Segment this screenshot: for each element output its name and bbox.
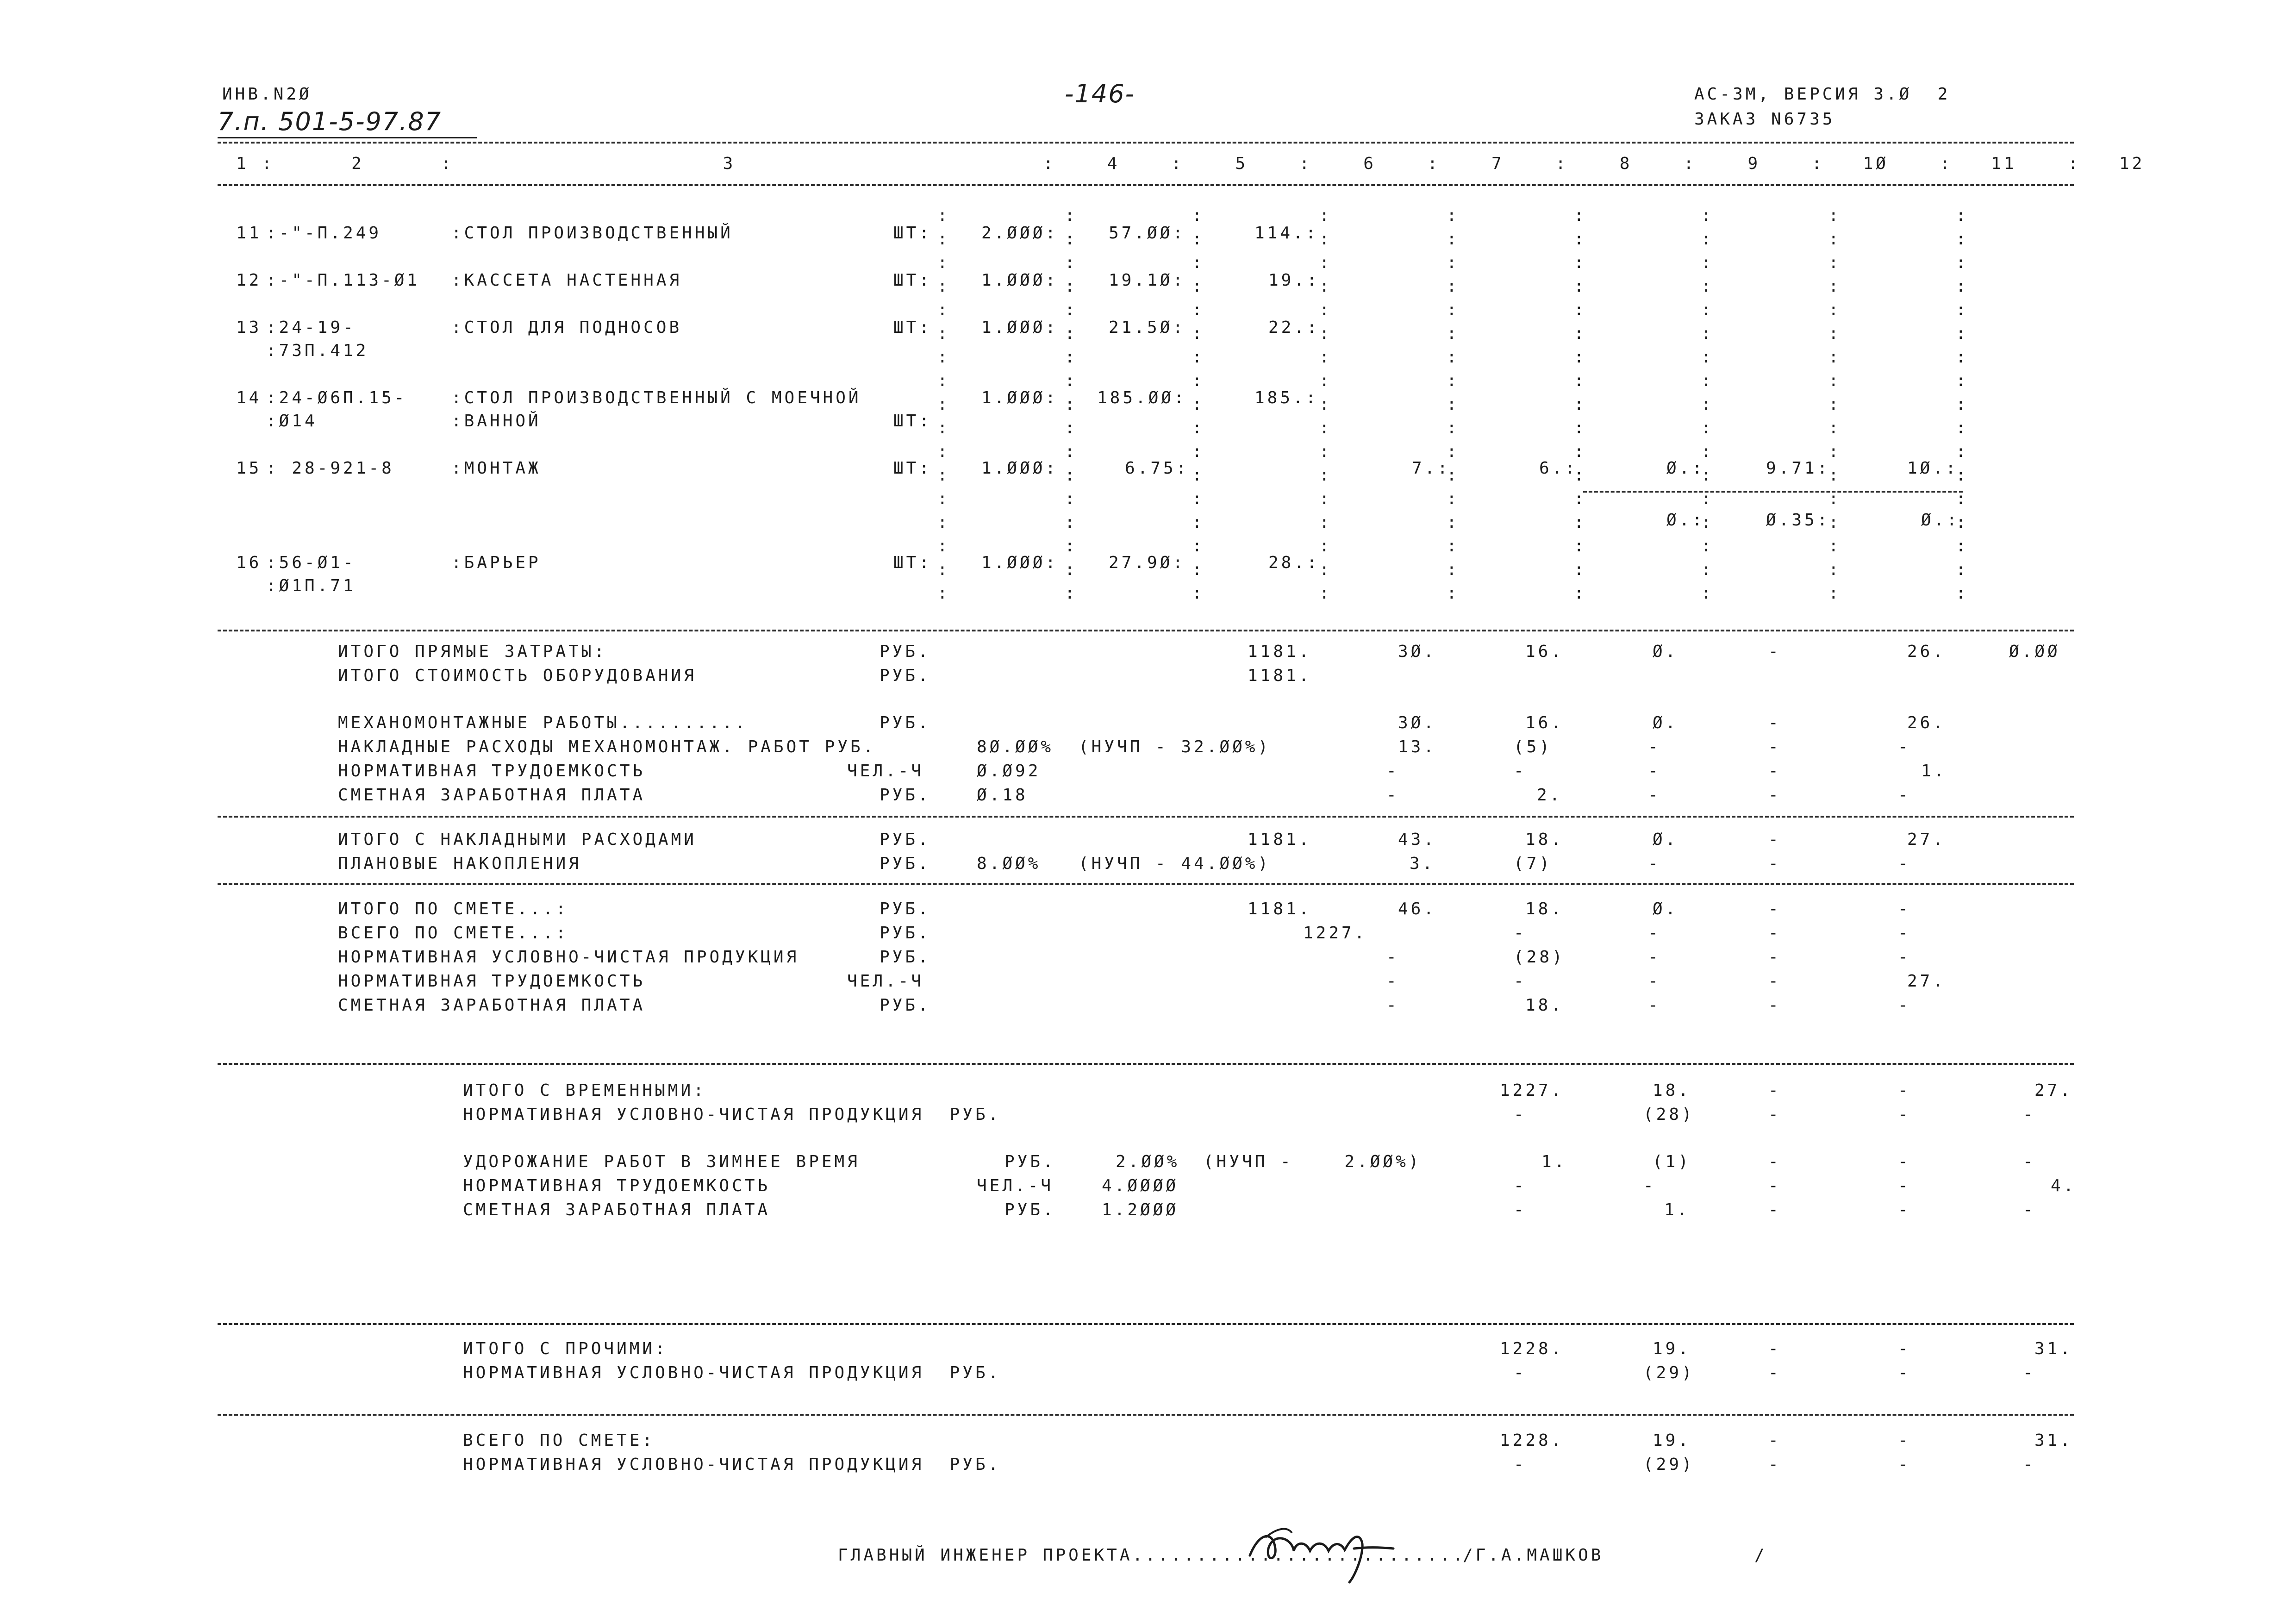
col9-value: - bbox=[1648, 762, 1661, 781]
unit: ШТ: bbox=[893, 271, 932, 290]
price-code: :-"-П.249 bbox=[266, 224, 382, 243]
labor-intensity-label: НОРМАТИВНАЯ ТРУДОЕМКОСТЬ bbox=[338, 972, 646, 991]
col11-value: 1. bbox=[1921, 762, 1947, 781]
col11-value: - bbox=[1898, 854, 1911, 873]
col8-value: - bbox=[1514, 972, 1527, 991]
price-code: :24-19- bbox=[266, 318, 356, 337]
col12-value: Ø.ØØ bbox=[2009, 642, 2060, 661]
col7-value: 46. bbox=[1398, 899, 1437, 918]
section-divider bbox=[218, 1414, 2074, 1416]
item-name: :МОНТАЖ bbox=[451, 459, 541, 478]
overhead-percent: 8Ø.ØØ% bbox=[977, 737, 1054, 756]
col8-value: 18. bbox=[1525, 830, 1564, 849]
price-code: :56-Ø1- bbox=[266, 553, 356, 572]
row-number: 15 bbox=[236, 459, 262, 478]
net-production-label: НОРМАТИВНАЯ УСЛОВНО-ЧИСТАЯ ПРОДУКЦИЯ РУБ. bbox=[463, 1363, 1001, 1382]
col8-value: 1228. bbox=[1500, 1339, 1564, 1358]
col9-value: - bbox=[1648, 996, 1661, 1015]
col7-value: - bbox=[1386, 762, 1399, 781]
col-separator: : : : : : : : : : : : : : : : : : bbox=[1828, 206, 1841, 603]
col-separator: : : : : : : : : : : : : : : : : : bbox=[1956, 206, 1969, 603]
col10-value: - bbox=[1768, 642, 1781, 661]
inventory-number: ИНВ.N2Ø bbox=[222, 85, 312, 104]
unit: РУБ. bbox=[880, 830, 931, 849]
col7-value: - bbox=[1386, 972, 1399, 991]
unit-price: 27.9Ø: bbox=[1109, 553, 1186, 572]
col8-value: - bbox=[1514, 1176, 1527, 1195]
col10-value: - bbox=[1768, 1339, 1781, 1358]
all-by-estimate-label: ВСЕГО ПО СМЕТЕ...: bbox=[338, 924, 569, 943]
row-number: 11 bbox=[236, 224, 262, 243]
row-number: 12 bbox=[236, 271, 262, 290]
unit-price: 6.75: bbox=[1125, 459, 1189, 478]
winter-surcharge-note: (НУЧП - 2.ØØ%) bbox=[1204, 1152, 1422, 1171]
col11-value: - bbox=[1898, 1081, 1911, 1100]
col8-value: (28) bbox=[1514, 948, 1565, 967]
col11-value: 27. bbox=[1907, 972, 1946, 991]
col9-value: 19. bbox=[1653, 1431, 1691, 1450]
unit: РУБ. bbox=[880, 948, 931, 967]
col11-value: - bbox=[1898, 1339, 1911, 1358]
col11-value: - bbox=[1898, 1431, 1911, 1450]
total-cost: 19.: bbox=[1268, 271, 1320, 290]
col8-value: (7) bbox=[1514, 854, 1553, 873]
col9-value: - bbox=[1648, 948, 1661, 967]
col10-value: - bbox=[1768, 996, 1781, 1015]
mechanical-works-label: МЕХАНОМОНТАЖНЫЕ РАБОТЫ.......... bbox=[338, 713, 748, 732]
planned-savings-percent: 8.ØØ% bbox=[977, 854, 1041, 873]
col11-value: - bbox=[1898, 924, 1911, 943]
col-separator: : : : : : : : : : : : : : : : : : bbox=[937, 206, 950, 603]
col10-value: - bbox=[1768, 924, 1781, 943]
col7-value: 43. bbox=[1398, 830, 1437, 849]
col11-value: - bbox=[1898, 948, 1911, 967]
col9-value: (29) bbox=[1643, 1363, 1695, 1382]
estimated-wage-label: СМЕТНАЯ ЗАРАБОТНАЯ ПЛАТА bbox=[338, 996, 646, 1015]
col8-value: 1227. bbox=[1500, 1081, 1564, 1100]
col11-value: - bbox=[1898, 1455, 1911, 1474]
unit: РУБ. bbox=[880, 713, 931, 732]
item-name: :СТОЛ ДЛЯ ПОДНОСОВ bbox=[451, 318, 682, 337]
col8-value: 16. bbox=[1525, 642, 1564, 661]
col11-value: - bbox=[1898, 996, 1911, 1015]
col-separator: : : : : : : : : : : : : : : : : : bbox=[1447, 206, 1460, 603]
col8-value: 6.: bbox=[1539, 459, 1578, 478]
unit-price: 21.5Ø: bbox=[1109, 318, 1186, 337]
unit-price: 185.ØØ: bbox=[1097, 388, 1187, 407]
col12-value: - bbox=[2023, 1200, 2036, 1219]
unit: РУБ. bbox=[880, 786, 931, 805]
total-by-estimate-label: ИТОГО ПО СМЕТЕ...: bbox=[338, 899, 569, 918]
order-number: ЗАКАЗ N6735 bbox=[1694, 110, 1835, 129]
total-with-other-label: ИТОГО С ПРОЧИМИ: bbox=[463, 1339, 668, 1358]
col10-value: - bbox=[1768, 1200, 1781, 1219]
col9-value: 19. bbox=[1653, 1339, 1691, 1358]
col6-value: 1181. bbox=[1248, 666, 1312, 685]
col9-value: - bbox=[1648, 737, 1661, 756]
handwritten-signature bbox=[1241, 1505, 1407, 1588]
col10-value: - bbox=[1768, 1455, 1781, 1474]
col11-value: 1Ø.: bbox=[1907, 459, 1959, 478]
col9-value: - bbox=[1648, 854, 1661, 873]
header-divider bbox=[218, 142, 2074, 144]
col10-value: - bbox=[1768, 1363, 1781, 1382]
col12-value: - bbox=[2023, 1105, 2036, 1124]
quantity: 2.ØØØ: bbox=[981, 224, 1059, 243]
col12-value: 31. bbox=[2034, 1339, 2073, 1358]
col9-value: (28) bbox=[1643, 1105, 1695, 1124]
col9-value: Ø. bbox=[1653, 899, 1678, 918]
col10-value: - bbox=[1768, 737, 1781, 756]
col10-value: - bbox=[1768, 713, 1781, 732]
unit: РУБ. bbox=[880, 854, 931, 873]
col11-value: - bbox=[1898, 786, 1911, 805]
col9-value: 1. bbox=[1664, 1200, 1690, 1219]
col8-value: 2. bbox=[1537, 786, 1563, 805]
col-separator: : : : : : : : : : : : : : : : : : bbox=[1701, 206, 1714, 603]
section-divider bbox=[218, 1323, 2074, 1325]
col11-value: - bbox=[1898, 1363, 1911, 1382]
col11-value: - bbox=[1898, 899, 1911, 918]
unit: ШТ: bbox=[893, 318, 932, 337]
labor-intensity-label: НОРМАТИВНАЯ ТРУДОЕМКОСТЬ bbox=[338, 762, 646, 781]
unit: РУБ. bbox=[880, 996, 931, 1015]
col8-value: 18. bbox=[1525, 996, 1564, 1015]
row-number: 14 bbox=[236, 388, 262, 407]
price-code: : 28-921-8 bbox=[266, 459, 394, 478]
unit: ШТ: bbox=[893, 224, 932, 243]
section-divider bbox=[218, 883, 2074, 885]
unit: РУБ. bbox=[1004, 1200, 1056, 1219]
planned-savings-label: ПЛАНОВЫЕ НАКОПЛЕНИЯ bbox=[338, 854, 581, 873]
section-divider bbox=[218, 816, 2074, 818]
col6-value: 1181. bbox=[1248, 899, 1312, 918]
direct-costs-label: ИТОГО ПРЯМЫЕ ЗАТРАТЫ: bbox=[338, 642, 607, 661]
row-number: 13 bbox=[236, 318, 262, 337]
col8-value: - bbox=[1514, 1200, 1527, 1219]
col12-value: 27. bbox=[2034, 1081, 2073, 1100]
col10-value: - bbox=[1768, 854, 1781, 873]
col10-value: - bbox=[1768, 1176, 1781, 1195]
col8-value: - bbox=[1514, 1455, 1527, 1474]
col10-value: - bbox=[1768, 1431, 1781, 1450]
col6-value: 1181. bbox=[1248, 642, 1312, 661]
labor-intensity-value: Ø.Ø92 bbox=[977, 762, 1041, 781]
labor-intensity-label: НОРМАТИВНАЯ ТРУДОЕМКОСТЬ bbox=[463, 1176, 771, 1195]
grand-total-label: ВСЕГО ПО СМЕТЕ: bbox=[463, 1431, 655, 1450]
page-number: -146- bbox=[1065, 79, 1136, 108]
column-divider bbox=[218, 184, 2074, 186]
col9-value: Ø. bbox=[1653, 713, 1678, 732]
unit-price: 57.ØØ: bbox=[1109, 224, 1186, 243]
col7-value: - bbox=[1386, 996, 1399, 1015]
item-name: :БАРЬЕР bbox=[451, 553, 541, 572]
col12-value: - bbox=[2023, 1455, 2036, 1474]
col7-value: - bbox=[1386, 786, 1399, 805]
col10-sub-value: Ø.35: bbox=[1766, 511, 1830, 530]
col10-value: - bbox=[1768, 972, 1781, 991]
unit: РУБ. bbox=[880, 666, 931, 685]
price-code-cont: :Ø1П.71 bbox=[266, 576, 356, 595]
col7-value: 3Ø. bbox=[1398, 713, 1437, 732]
col7-value: - bbox=[1386, 948, 1399, 967]
col10-value: - bbox=[1768, 1081, 1781, 1100]
col8-value: - bbox=[1514, 1363, 1527, 1382]
col8-value: 18. bbox=[1525, 899, 1564, 918]
estimated-wage-label: СМЕТНАЯ ЗАРАБОТНАЯ ПЛАТА bbox=[338, 786, 646, 805]
col7-value: 7.: bbox=[1412, 459, 1451, 478]
chief-engineer-label: ГЛАВНЫЙ ИНЖЕНЕР ПРОЕКТА.......................... bbox=[838, 1546, 1466, 1565]
total-cost: 22.: bbox=[1268, 318, 1320, 337]
col9-value: Ø. bbox=[1653, 642, 1678, 661]
unit: РУБ. bbox=[880, 924, 931, 943]
equipment-cost-label: ИТОГО СТОИМОСТЬ ОБОРУДОВАНИЯ bbox=[338, 666, 697, 685]
col7-value: 3. bbox=[1410, 854, 1435, 873]
quantity: 1.ØØØ: bbox=[981, 459, 1059, 478]
col9-value: - bbox=[1648, 972, 1661, 991]
overhead-note: (НУЧП - 32.ØØ%) bbox=[1079, 737, 1271, 756]
estimated-wage-value: Ø.18 bbox=[977, 786, 1028, 805]
col10-value: - bbox=[1768, 1105, 1781, 1124]
unit: ЧЕЛ.-Ч bbox=[977, 1176, 1054, 1195]
col12-value: 31. bbox=[2034, 1431, 2073, 1450]
unit: ЧЕЛ.-Ч bbox=[847, 972, 924, 991]
col11-value: - bbox=[1898, 1176, 1911, 1195]
col11-value: 26. bbox=[1907, 713, 1946, 732]
col8-value: - bbox=[1514, 924, 1527, 943]
net-production-label: НОРМАТИВНАЯ УСЛОВНО-ЧИСТАЯ ПРОДУКЦИЯ РУБ. bbox=[463, 1455, 1001, 1474]
price-code: :24-Ø6П.15- bbox=[266, 388, 407, 407]
col8-value: 16. bbox=[1525, 713, 1564, 732]
total-with-temporary-label: ИТОГО С ВРЕМЕННЫМИ: bbox=[463, 1081, 706, 1100]
planned-savings-note: (НУЧП - 44.ØØ%) bbox=[1079, 854, 1271, 873]
quantity: 1.ØØØ: bbox=[981, 553, 1059, 572]
item-name: :СТОЛ ПРОИЗВОДСТВЕННЫЙ bbox=[451, 224, 733, 243]
signature-slash: / bbox=[1754, 1546, 1767, 1565]
unit-price: 19.1Ø: bbox=[1109, 271, 1186, 290]
price-code: :-"-П.113-Ø1 bbox=[266, 271, 420, 290]
price-code-cont: :73П.412 bbox=[266, 341, 369, 360]
col11-value: - bbox=[1898, 1152, 1911, 1171]
col7-value: 3Ø. bbox=[1398, 642, 1437, 661]
unit: ШТ: bbox=[893, 459, 932, 478]
col9-value: (1) bbox=[1653, 1152, 1691, 1171]
col9-sub-value: Ø.: bbox=[1666, 511, 1705, 530]
col9-value: - bbox=[1643, 1176, 1656, 1195]
col8-value: - bbox=[1514, 1105, 1527, 1124]
col11-value: - bbox=[1898, 737, 1911, 756]
col11-value: 26. bbox=[1907, 642, 1946, 661]
col11-value: - bbox=[1898, 1105, 1911, 1124]
total-cost: 114.: bbox=[1254, 224, 1319, 243]
col8-value: 1. bbox=[1541, 1152, 1567, 1171]
total-cost: 28.: bbox=[1268, 553, 1320, 572]
col12-value: - bbox=[2023, 1152, 2036, 1171]
col10-value: - bbox=[1768, 762, 1781, 781]
unit: РУБ. bbox=[880, 642, 931, 661]
net-production-label: НОРМАТИВНАЯ УСЛОВНО-ЧИСТАЯ ПРОДУКЦИЯ РУБ. bbox=[463, 1105, 1001, 1124]
col11-sub-value: Ø.: bbox=[1921, 511, 1960, 530]
unit: РУБ. bbox=[880, 899, 931, 918]
col12-value: 4. bbox=[2051, 1176, 2077, 1195]
total-with-overhead-label: ИТОГО С НАКЛАДНЫМИ РАСХОДАМИ bbox=[338, 830, 697, 849]
col9-value: (29) bbox=[1643, 1455, 1695, 1474]
col10-value: - bbox=[1768, 1152, 1781, 1171]
unit: ШТ: bbox=[893, 412, 932, 431]
col12-value: - bbox=[2023, 1363, 2036, 1382]
col8-value: - bbox=[1514, 762, 1527, 781]
item-name: :КАССЕТА НАСТЕННАЯ bbox=[451, 271, 682, 290]
col8-value: (5) bbox=[1514, 737, 1553, 756]
winter-surcharge-percent: 2.ØØ% bbox=[1116, 1152, 1180, 1171]
col9-value: Ø.: bbox=[1666, 459, 1705, 478]
program-version: АС-3М, ВЕРСИЯ 3.Ø 2 bbox=[1694, 85, 1951, 104]
document-code: 7.п. 501-5-97.87 bbox=[218, 107, 442, 136]
section-divider bbox=[218, 630, 2074, 631]
col10-value: - bbox=[1768, 786, 1781, 805]
col11-value: 27. bbox=[1907, 830, 1946, 849]
col10-value: - bbox=[1768, 899, 1781, 918]
col9-value: Ø. bbox=[1653, 830, 1678, 849]
price-code-cont: :Ø14 bbox=[266, 412, 318, 431]
item-name: :СТОЛ ПРОИЗВОДСТВЕННЫЙ С МОЕЧНОЙ bbox=[451, 388, 861, 407]
col10-value: 9.71: bbox=[1766, 459, 1830, 478]
col7-value: 13. bbox=[1398, 737, 1437, 756]
total-cost: 185.: bbox=[1254, 388, 1319, 407]
col-separator: : : : : : : : : : : : : : : : : : bbox=[1574, 206, 1587, 603]
sub-divider bbox=[1583, 491, 1963, 493]
col8-value: 1228. bbox=[1500, 1431, 1564, 1450]
chief-engineer-name: /Г.А.МАШКОВ bbox=[1463, 1546, 1604, 1565]
row-number: 16 bbox=[236, 553, 262, 572]
net-production-label: НОРМАТИВНАЯ УСЛОВНО-ЧИСТАЯ ПРОДУКЦИЯ bbox=[338, 948, 799, 967]
estimated-wage-value: 1.2ØØØ bbox=[1102, 1200, 1179, 1219]
total-value: 1227. bbox=[1303, 924, 1367, 943]
document-code-underline bbox=[218, 137, 477, 138]
col-separator: : : : : : : : : : : : : : : : : : bbox=[1319, 206, 1332, 603]
overhead-label: НАКЛАДНЫЕ РАСХОДЫ МЕХАНОМОНТАЖ. РАБОТ РУБ. bbox=[338, 737, 876, 756]
unit: ЧЕЛ.-Ч bbox=[847, 762, 924, 781]
section-divider bbox=[218, 1063, 2074, 1065]
item-name-cont: :ВАННОЙ bbox=[451, 412, 541, 431]
quantity: 1.ØØØ: bbox=[981, 271, 1059, 290]
col6-value: 1181. bbox=[1248, 830, 1312, 849]
labor-intensity-value: 4.ØØØØ bbox=[1102, 1176, 1179, 1195]
quantity: 1.ØØØ: bbox=[981, 388, 1059, 407]
col9-value: - bbox=[1648, 924, 1661, 943]
quantity: 1.ØØØ: bbox=[981, 318, 1059, 337]
estimated-wage-label: СМЕТНАЯ ЗАРАБОТНАЯ ПЛАТА bbox=[463, 1200, 771, 1219]
unit: ШТ: bbox=[893, 553, 932, 572]
col10-value: - bbox=[1768, 948, 1781, 967]
col9-value: 18. bbox=[1653, 1081, 1691, 1100]
col-separator: : : : : : : : : : : : : : : : : : bbox=[1065, 206, 1078, 603]
col10-value: - bbox=[1768, 830, 1781, 849]
col11-value: - bbox=[1898, 1200, 1911, 1219]
col9-value: - bbox=[1648, 786, 1661, 805]
unit: РУБ. bbox=[1004, 1152, 1056, 1171]
winter-surcharge-label: УДОРОЖАНИЕ РАБОТ В ЗИМНЕЕ ВРЕМЯ bbox=[463, 1152, 860, 1171]
col-separator: : : : : : : : : : : : : : : : : : bbox=[1192, 206, 1205, 603]
column-numbers: 1 : 2 : 3 : 4 : 5 : 6 : 7 : 8 : 9 : 1Ø : 11 : 12 bbox=[236, 154, 2145, 173]
